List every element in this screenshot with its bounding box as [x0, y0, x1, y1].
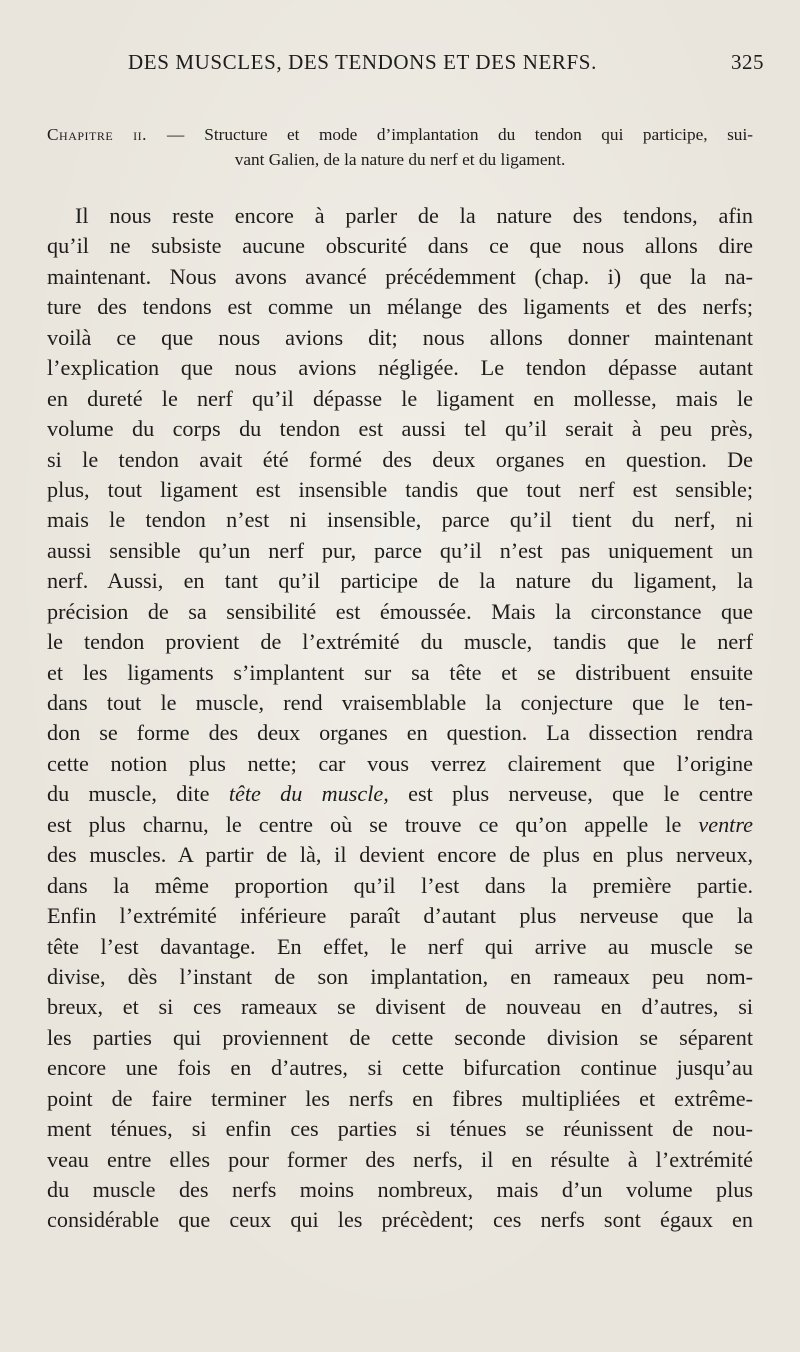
text-line: dans la même proportion qu’il l’est dans la première partie.: [47, 872, 753, 898]
text-line: qu’il ne subsiste aucune obscurité dans ce que nous allons dire: [47, 233, 753, 259]
text-line: les parties qui proviennent de cette seconde division se séparent: [47, 1024, 753, 1050]
text-line: en dureté le nerf qu’il dépasse le ligament en mollesse, mais le: [47, 385, 753, 411]
text-line: Il nous reste encore à parler de la nature des tendons, afin: [75, 203, 753, 228]
text-line: et les ligaments s’implantent sur sa tête et se distribuent ensuite: [47, 659, 753, 685]
text-line: est plus charnu, le centre où se trouve ce qu’on appelle le ventre: [47, 811, 753, 837]
text-line: plus, tout ligament est insensible tandis que tout nerf est sensible;: [47, 476, 753, 502]
text-line: mais le tendon n’est ni insensible, parce qu’il tient du nerf, ni: [47, 507, 753, 533]
body-text: [47, 201, 753, 1236]
text-line: ment ténues, si enfin ces parties si ténues se réunissent de nou-: [47, 1116, 753, 1142]
chapter-title-part-1: Structure et mode d’implantation du tendon qui participe, sui-: [184, 125, 753, 144]
chapter-heading-line-2: vant Galien, de la nature du nerf et du ligament.: [234, 150, 566, 169]
text-line: considérable que ceux qui les précèdent; ces nerfs sont égaux en: [47, 1207, 753, 1233]
text-line: divise, dès l’instant de son implantation, en rameaux peu nom-: [47, 963, 753, 989]
text-line: aussi sensible qu’un nerf pur, parce qu’il n’est pas uniquement un: [47, 537, 753, 563]
text-line: dans tout le muscle, rend vraisemblable la conjecture que le ten-: [47, 690, 753, 715]
chapter-heading: [47, 122, 753, 172]
text-line: des muscles. A partir de là, il devient encore de plus en plus nerveux,: [47, 842, 753, 868]
text-line: nerf. Aussi, en tant qu’il participe de la nature du ligament, la: [47, 568, 753, 594]
text-line: don se forme des deux organes en question. La dissection rendra: [47, 720, 753, 746]
chapter-label: Chapitre ii. —: [47, 125, 185, 144]
text-line: précision de sa sensibilité est émoussée. Mais la circonstance que: [47, 598, 753, 624]
text-line: point de faire terminer les nerfs en fibres multipliées et extrême-: [47, 1085, 753, 1111]
text-line: du muscle des nerfs moins nombreux, mais d’un volume plus: [47, 1177, 753, 1202]
text-line: l’explication que nous avions négligée. Le tendon dépasse autant: [47, 355, 753, 381]
text-line: cette notion plus nette; car vous verrez clairement que l’origine: [47, 750, 753, 776]
text-line: veau entre elles pour former des nerfs, il en résulte à l’extrémité: [47, 1146, 753, 1172]
italic-term: tête du muscle,: [228, 781, 389, 807]
running-title: DES MUSCLES, DES TENDONS ET DES NERFS.: [128, 50, 597, 74]
text-line: breux, et si ces rameaux se divisent de nouveau en d’autres, si: [47, 994, 753, 1020]
text-line: si le tendon avait été formé des deux organes en question. De: [47, 446, 753, 472]
page-number: 325: [731, 50, 764, 74]
text-line: Enfin l’extrémité inférieure paraît d’autant plus nerveuse que la: [47, 903, 753, 929]
text-line: du muscle, dite tête du muscle, est plus nerveuse, que le centre: [47, 781, 753, 807]
text-line: encore une fois en d’autres, si cette bifurcation continue jusqu’au: [47, 1055, 753, 1081]
text-line: maintenant. Nous avons avancé précédemment (chap. i) que la na-: [47, 263, 753, 289]
text-line: volume du corps du tendon est aussi tel qu’il serait à peu près,: [47, 416, 753, 442]
running-head: [128, 50, 768, 78]
text-line: voilà ce que nous avions dit; nous allons donner maintenant: [47, 324, 753, 350]
chapter-heading-line-1: [47, 122, 753, 147]
text-line: ture des tendons est comme un mélange des ligaments et des nerfs;: [47, 294, 753, 320]
text-line: tête l’est davantage. En effet, le nerf qui arrive au muscle se: [47, 933, 753, 959]
italic-term: ventre: [698, 811, 753, 837]
text-line: le tendon provient de l’extrémité du muscle, tandis que le nerf: [47, 629, 753, 655]
